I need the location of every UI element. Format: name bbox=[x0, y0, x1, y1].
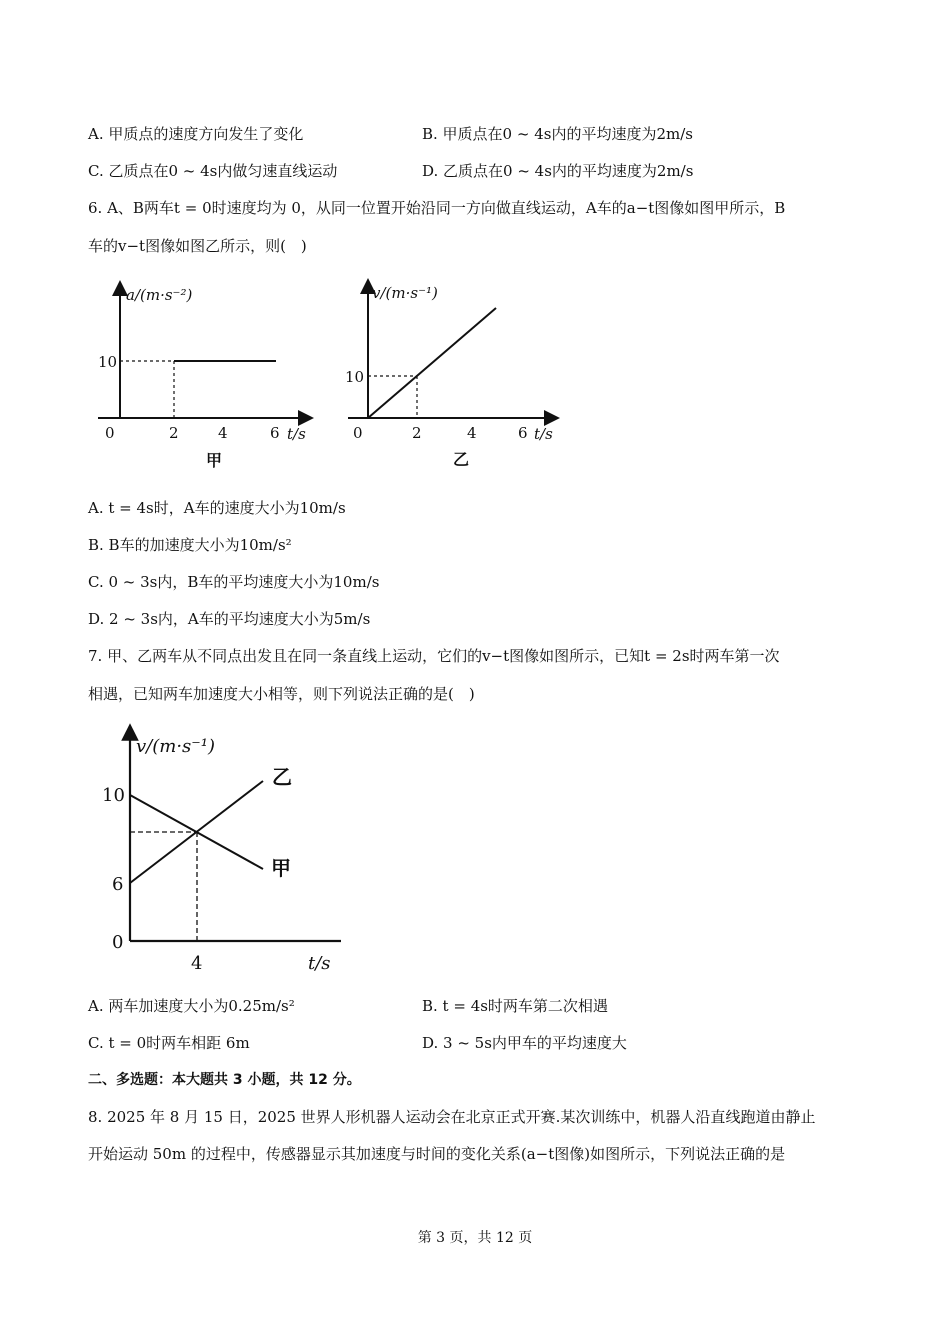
graph-jia-ylabel: a/(m·s⁻²) bbox=[126, 286, 193, 304]
graph-q7-label-jia: 甲 bbox=[271, 856, 291, 880]
q6-option-d: D. 2 ~ 3s内，A车的平均速度大小为5m/s bbox=[88, 610, 371, 628]
graph-jia-xtick-6: 6 bbox=[270, 424, 280, 442]
graph-yi-xtick-2: 2 bbox=[412, 424, 422, 442]
graph-q7-ylabel: v/(m·s⁻¹) bbox=[136, 736, 216, 757]
q7-option-d: D. 3 ~ 5s内甲车的平均速度大 bbox=[422, 1034, 627, 1052]
graph-jia-caption: 甲 bbox=[206, 451, 223, 470]
graph-q7-ytick-0: 0 bbox=[112, 932, 124, 953]
q7-option-c: C. t = 0时两车相距 6m bbox=[88, 1034, 250, 1052]
graph-yi-ylabel: v/(m·s⁻¹) bbox=[372, 284, 438, 302]
graph-yi-caption: 乙 bbox=[453, 450, 470, 469]
graph-q7-ytick-10: 10 bbox=[102, 785, 125, 806]
graph-q7-xtick-4: 4 bbox=[191, 953, 203, 974]
graph-jia-xtick-2: 2 bbox=[169, 424, 179, 442]
q5-option-c: C. 乙质点在0 ~ 4s内做匀速直线运动 bbox=[88, 162, 338, 180]
q7-stem-line2: 相遇，已知两车加速度大小相等，则下列说法正确的是( ) bbox=[88, 685, 475, 703]
q6-stem-line1: 6. A、B两车t = 0时速度均为 0，从同一位置开始沿同一方向做直线运动，A车的a−t图像如图甲所示，B bbox=[88, 199, 786, 217]
graph-jia-ytick: 10 bbox=[98, 353, 118, 371]
graph-q7-label-yi: 乙 bbox=[272, 765, 292, 789]
section-heading-multiple-choice: 二、多选题：本大题共 3 小题，共 12 分。 bbox=[88, 1072, 361, 1088]
graph-jia-origin: 0 bbox=[105, 424, 115, 442]
q5-option-a: A. 甲质点的速度方向发生了变化 bbox=[88, 125, 304, 143]
q7-option-a: A. 两车加速度大小为0.25m/s² bbox=[88, 997, 295, 1015]
q6-option-b: B. B车的加速度大小为10m/s² bbox=[88, 536, 292, 554]
q6-option-a: A. t = 4s时，A车的速度大小为10m/s bbox=[88, 499, 346, 517]
graph-yi-ytick: 10 bbox=[345, 368, 365, 386]
q8-stem-line1: 8. 2025 年 8 月 15 日，2025 世界人形机器人运动会在北京正式开赛.某次训练中，机器人沿直线跑道由静止 bbox=[88, 1108, 816, 1126]
graph-yi-xtick-4: 4 bbox=[467, 424, 477, 442]
graph-q7-xlabel: t/s bbox=[308, 953, 331, 974]
graph-yi bbox=[340, 278, 580, 478]
graph-yi-xlabel: t/s bbox=[534, 425, 553, 443]
q6-option-c: C. 0 ~ 3s内，B车的平均速度大小为10m/s bbox=[88, 573, 380, 591]
q5-option-b: B. 甲质点在0 ~ 4s内的平均速度为2m/s bbox=[422, 125, 693, 143]
q5-option-d: D. 乙质点在0 ~ 4s内的平均速度为2m/s bbox=[422, 162, 694, 180]
graph-q7 bbox=[96, 722, 376, 982]
page-footer: 第 3 页，共 12 页 bbox=[417, 1230, 533, 1246]
q7-stem-line1: 7. 甲、乙两车从不同点出发且在同一条直线上运动，它们的v−t图像如图所示，已知t = 2s时两车第一次 bbox=[88, 647, 780, 665]
graph-jia-xtick-4: 4 bbox=[218, 424, 228, 442]
graph-yi-series bbox=[368, 308, 496, 418]
q6-stem-line2: 车的v−t图像如图乙所示，则( ) bbox=[88, 237, 307, 255]
q7-option-b: B. t = 4s时两车第二次相遇 bbox=[422, 997, 608, 1015]
graph-yi-origin: 0 bbox=[353, 424, 363, 442]
graph-yi-xtick-6: 6 bbox=[518, 424, 528, 442]
graph-q7-ytick-6: 6 bbox=[112, 874, 124, 895]
graph-jia bbox=[88, 278, 328, 478]
q8-stem-line2: 开始运动 50m 的过程中，传感器显示其加速度与时间的变化关系(a−t图像)如图所示，下列说法正确的是 bbox=[88, 1145, 786, 1163]
graph-jia-xlabel: t/s bbox=[287, 425, 306, 443]
